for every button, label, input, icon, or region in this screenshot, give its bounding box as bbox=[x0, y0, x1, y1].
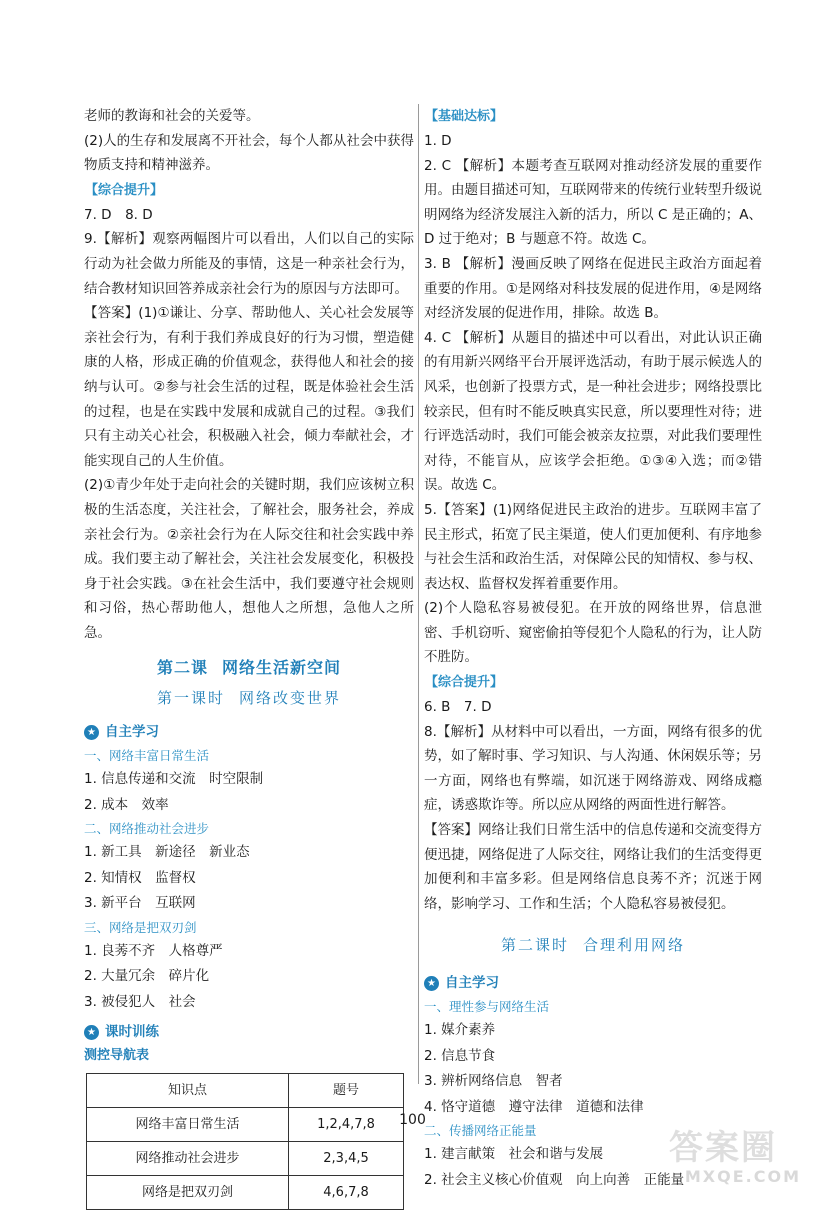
category-heading: 二、网络推动社会进步 bbox=[84, 821, 210, 837]
table-cell: 4,6,7,8 bbox=[289, 1176, 404, 1210]
answer-line: 6. B 7. D bbox=[424, 699, 492, 716]
paragraph: 3. B 【解析】漫画反映了网络在促进民主政治方面起着重要的作用。①是网络对科技发展的促进作用，④是网络对经济发展的促进作用，排除。故选 B。 bbox=[424, 255, 762, 322]
watermark-logo bbox=[669, 1128, 809, 1188]
answer-line: 7. D 8. D bbox=[84, 206, 153, 223]
paragraph: (2)①青少年处于走向社会的关键时期，我们应该树立积极的生活态度，关注社会，了解社会，服务社会，养成亲社会行为。②亲社会行为在人际交往和社会实践中养成。我们要主动了解社会，关注社会发展变化，积极投身于社会实践。③在社会生活中，我们要遵守社会规则和习俗，热心帮助他人，想他人之所想，急他人之所急。 bbox=[84, 477, 414, 641]
list-item: 3. 被侵犯人 社会 bbox=[84, 993, 196, 1010]
paragraph: (2)人的生存和发展离不开社会，每个人都从社会中获得物质支持和精神滋养。 bbox=[84, 132, 414, 174]
list-item: 2. 成本 效率 bbox=[84, 796, 169, 813]
paragraph: 8.【解析】从材料中可以看出，一方面，网络有很多的优势，如了解时事、学习知识、与人沟通、休闲娱乐等；另一方面，网络也有弊端，如沉迷于网络游戏、网络成瘾症，诱惑欺诈等。所以应从网络的两面性进行解答。 bbox=[424, 723, 762, 814]
lesson-subtitle: 第二课时 合理利用网络 bbox=[500, 936, 686, 955]
column-divider bbox=[418, 104, 419, 1084]
star-icon: ★ bbox=[84, 1025, 99, 1040]
nav-table bbox=[86, 1073, 404, 1210]
table-cell: 2,3,4,5 bbox=[289, 1142, 404, 1176]
paragraph: 老师的教诲和社会的关爱等。 bbox=[84, 108, 260, 124]
paragraph: 【答案】网络让我们日常生活中的信息传递和交流变得方便迅捷，网络促进了人际交往，网络让我们的生活变得更加便利和丰富多彩。但是网络信息良莠不齐；沉迷于网络，影响学习、工作和生活；个人隐私容易被侵犯。 bbox=[424, 822, 762, 912]
category-heading: 二、传播网络正能量 bbox=[424, 1123, 537, 1139]
table-cell: 1,2,4,7,8 bbox=[289, 1108, 404, 1142]
column-header: 知识点 bbox=[87, 1074, 289, 1108]
section-heading-zizhu: ★ 自主学习 bbox=[424, 972, 762, 994]
section-tag-jichu: 【基础达标】 bbox=[425, 109, 504, 124]
paragraph: 5.【答案】(1)网络促进民主政治的进步。互联网丰富了民主形式，拓宽了民主渠道，使人们更加便利、有序地参与社会生活和政治生活，对保障公民的知情权、参与权、表达权、监督权发挥着重要作用。 bbox=[424, 501, 762, 592]
star-icon: ★ bbox=[84, 725, 99, 740]
list-item: 1. 新工具 新途径 新业态 bbox=[84, 844, 250, 861]
section-heading-zizhu: ★ 自主学习 bbox=[84, 721, 414, 743]
list-item: 2. 信息节食 bbox=[424, 1047, 496, 1064]
paragraph: 9.【解析】观察两幅图片可以看出，人们以自己的实际行动为社会做力所能及的事情，这是一种亲社会行为，结合教材知识回答养成亲社会行为的原因与方法即可。 bbox=[84, 231, 414, 297]
star-icon: ★ bbox=[424, 976, 439, 991]
paragraph: 4. C 【解析】从题目的描述中可以看出，对此认识正确的有用新兴网络平台开展评选活动，有助于展示候选人的风采，也创新了投票方式，是一种社会进步；网络投票比较亲民，但有时不能反映真实民意，所以要理性对待；进行评选活动时，我们可能会被亲友拉票，对此我们要理性对待，不能盲从，应该学会拒绝。①③④入选；而②错误。故选 C。 bbox=[424, 329, 762, 494]
category-heading: 一、理性参与网络生活 bbox=[424, 999, 550, 1015]
section-tag-zonghe: 【综合提升】 bbox=[85, 182, 164, 198]
answer-line: 1. D bbox=[424, 133, 452, 149]
lesson-title: 第二课 网络生活新空间 bbox=[156, 658, 342, 678]
paragraph: 【答案】(1)①谦让、分享、帮助他人、关心社会发展等亲社会行为，有利于我们养成良好的行为习惯，塑造健康的人格，形成正确的价值观念，获得他人和社会的接纳与认可。②参与社会生活的过程，既是体验社会生活的过程，也是在实践中发展和成就自己的过程。③我们只有主动关心社会，积极融入社会，倾力奉献社会，才能实现自己的人生价值。 bbox=[84, 305, 414, 469]
list-item: 4. 恪守道德 遵守法律 道德和法律 bbox=[424, 1098, 644, 1115]
list-item: 2. 大量冗余 碎片化 bbox=[84, 968, 210, 985]
page-number: 100 bbox=[399, 1112, 426, 1128]
section-tag-zonghe: 【综合提升】 bbox=[425, 675, 504, 691]
paragraph: 2. C 【解析】本题考查互联网对推动经济发展的重要作用。由题目描述可知，互联网带来的传统行业转型升级说明网络为经济发展注入新的活力，所以 C 是正确的；A、D 过于绝对；B 与题意不符。故选 C。 bbox=[424, 157, 762, 248]
section-heading-keshi: ★ 课时训练 bbox=[84, 1021, 414, 1043]
list-item: 3. 新平台 互联网 bbox=[84, 895, 196, 912]
table-cell: 网络推动社会进步 bbox=[87, 1142, 289, 1176]
nav-table-title: 测控导航表 bbox=[84, 1048, 150, 1064]
table-row bbox=[87, 1142, 404, 1176]
watermark-url: MXQE.COM bbox=[684, 1167, 801, 1186]
list-item: 1. 媒介素养 bbox=[424, 1022, 496, 1039]
table-cell: 网络是把双刃剑 bbox=[87, 1176, 289, 1210]
category-heading: 三、网络是把双刃剑 bbox=[84, 919, 197, 935]
category-heading: 一、网络丰富日常生活 bbox=[84, 748, 210, 764]
list-item: 2. 知情权 监督权 bbox=[84, 869, 196, 886]
table-header-row bbox=[87, 1074, 404, 1108]
table-row bbox=[87, 1176, 404, 1210]
column-header: 题号 bbox=[289, 1074, 404, 1108]
left-column bbox=[84, 104, 414, 1210]
paragraph: (2)个人隐私容易被侵犯。在开放的网络世界，信息泄密、手机窃听、窥密偷拍等侵犯个人隐私的行为，让人防不胜防。 bbox=[424, 600, 762, 666]
watermark-text: 答案圈 bbox=[669, 1128, 777, 1168]
table-cell: 网络丰富日常生活 bbox=[87, 1108, 289, 1142]
list-item: 2. 社会主义核心价值观 向上向善 正能量 bbox=[424, 1171, 685, 1188]
list-item: 1. 良莠不齐 人格尊严 bbox=[84, 942, 223, 959]
list-item: 1. 信息传递和交流 时空限制 bbox=[84, 771, 264, 788]
lesson-subtitle: 第一课时 网络改变世界 bbox=[156, 689, 342, 708]
list-item: 3. 辨析网络信息 智者 bbox=[424, 1073, 563, 1090]
list-item: 1. 建言献策 社会和谐与发展 bbox=[424, 1146, 604, 1163]
right-column bbox=[424, 104, 762, 1193]
